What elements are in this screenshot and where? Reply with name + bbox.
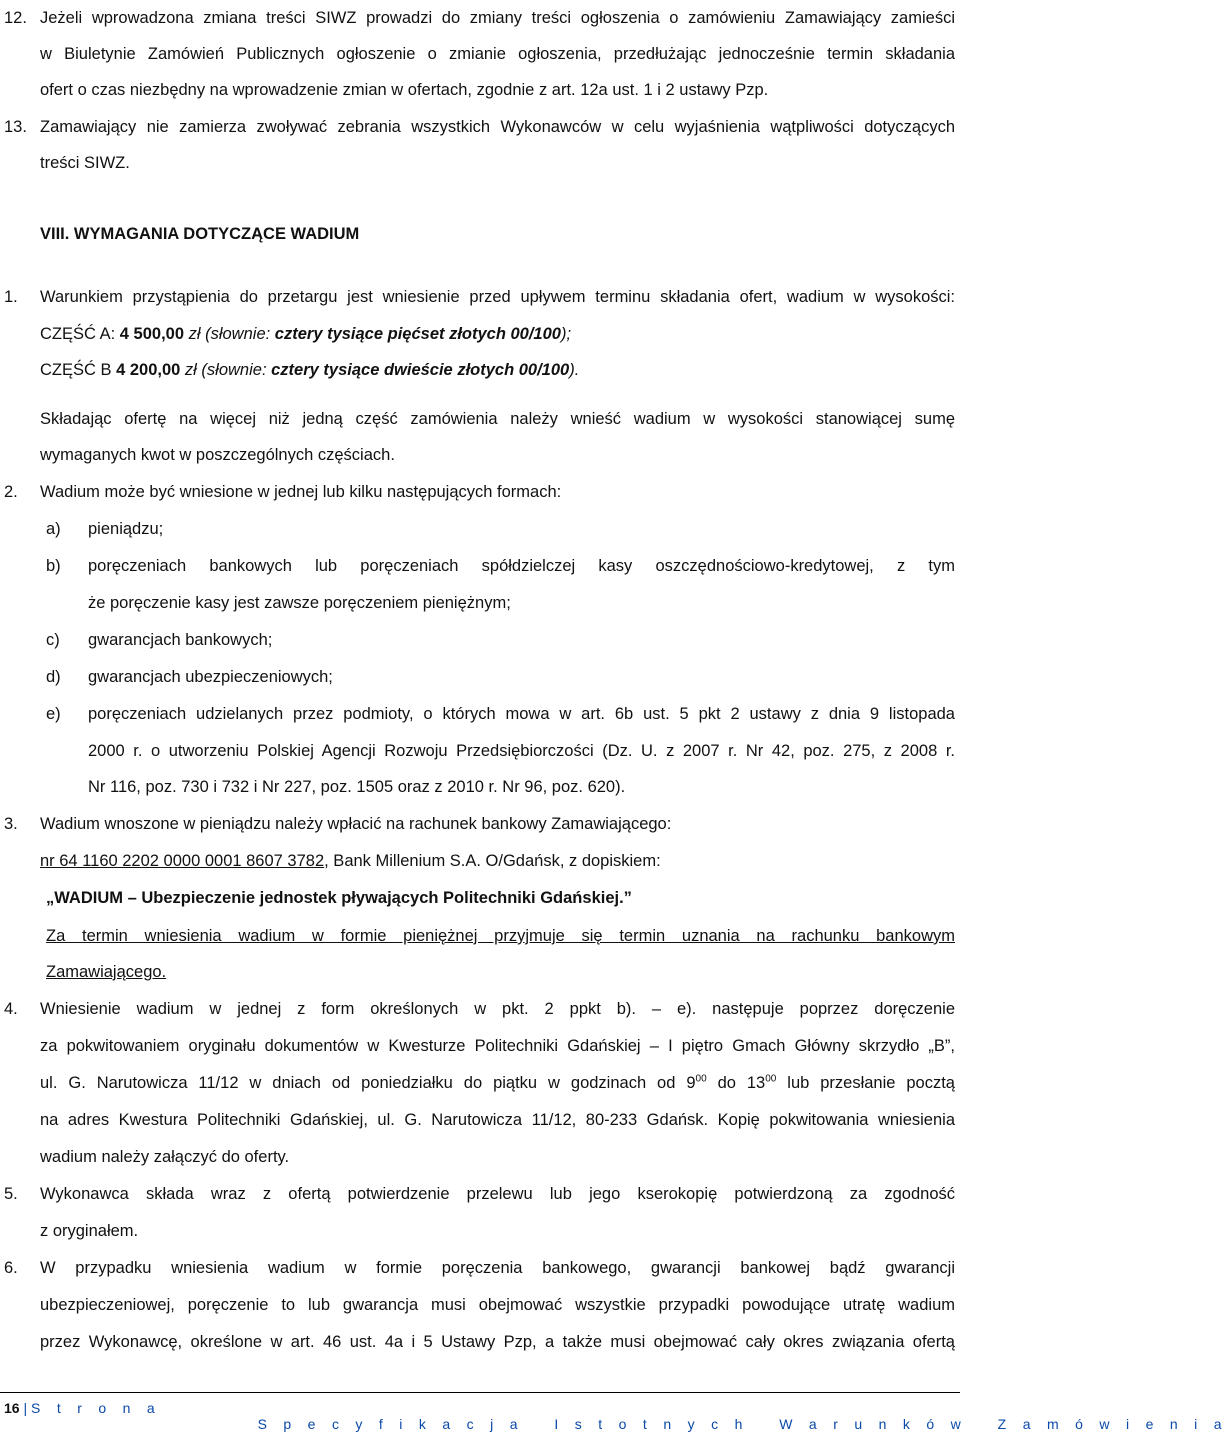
wadium-6-line-1: W przypadku wniesienia wadium w formie poręczenia bankowego, gwarancji bankowej bądź gwarancji <box>40 1259 955 1277</box>
bank-account-line: nr 64 1160 2202 0000 0001 8607 3782, Bank Millenium S.A. O/Gdańsk, z dopiskiem: <box>40 852 661 870</box>
bank-account-number: nr 64 1160 2202 0000 0001 8607 3782 <box>40 852 325 870</box>
item-13-number: 13. <box>4 118 27 136</box>
page-number: 16 <box>4 1400 20 1416</box>
wadium-5-number: 5. <box>4 1185 18 1203</box>
footer-page-word: S t r o n a <box>31 1400 161 1416</box>
wadium-6-line-3: przez Wykonawcę, określone w art. 46 ust. 4a i 5 Ustawy Pzp, a także musi obejmować cały okres związania ofertą <box>40 1333 955 1351</box>
footer-separator: | <box>23 1400 28 1416</box>
wadium-5-line-1: Wykonawca składa wraz z ofertą potwierdzenie przelewu lub jego kserokopię potwierdzoną za zgodność <box>40 1185 955 1203</box>
wadium-1-note-line-1: Składając ofertę na więcej niż jedną część zamówienia należy wnieść wadium w wysokości stanowiącej sumę <box>40 410 955 428</box>
section-heading: VIII. WYMAGANIA DOTYCZĄCE WADIUM <box>40 225 360 243</box>
form-e-line-2: 2000 r. o utworzeniu Polskiej Agencji Rozwoju Przedsiębiorczości (Dz. U. z 2007 r. Nr 42, poz. 275, z 2008 r. <box>88 742 955 760</box>
form-e-label: e) <box>46 705 61 723</box>
wadium-2-intro: Wadium może być wniesione w jednej lub kilku następujących formach: <box>40 483 562 501</box>
item-12-line-3: ofert o czas niezbędny na wprowadzenie zmian w ofertach, zgodnie z art. 12a ust. 1 i 2 ustawy Pzp. <box>40 81 769 99</box>
wadium-3-line-1: Wadium wnoszone w pieniądzu należy wpłacić na rachunek bankowy Zamawiającego: <box>40 815 672 833</box>
wadium-6-number: 6. <box>4 1259 18 1277</box>
item-12-line-2: w Biuletynie Zamówień Publicznych ogłoszenie o zmianie ogłoszenia, przedłużając jednocześnie termin składania <box>40 45 955 63</box>
wadium-1-number: 1. <box>4 288 18 306</box>
wadium-4-line-4: na adres Kwestura Politechniki Gdańskiej, ul. G. Narutowicza 11/12, 80-233 Gdańsk. Kopię pokwitowania wniesienia <box>40 1111 955 1129</box>
wadium-4-number: 4. <box>4 1000 18 1018</box>
item-12-line-1: Jeżeli wprowadzona zmiana treści SIWZ prowadzi do zmiany treści ogłoszenia o zamówieniu Zamawiający zamieści <box>40 9 955 27</box>
form-b-label: b) <box>46 557 61 575</box>
payment-term-line-1: Za termin wniesienia wadium w formie pieniężnej przyjmuje się termin uznania na rachunku bankowym <box>46 927 955 945</box>
wadium-5-line-2: z oryginałem. <box>40 1222 139 1240</box>
wadium-2-number: 2. <box>4 483 18 501</box>
wadium-4-line-3-full: ul. G. Narutowicza 11/12 w dniach od poniedziałku do piątku w godzinach od $9^{00}$ do $13^{00}$ lub przesłanie pocztą <box>40 1073 955 1092</box>
item-12-number: 12. <box>4 9 27 27</box>
form-d-label: d) <box>46 668 61 686</box>
wadium-3-number: 3. <box>4 815 18 833</box>
form-a-text: pieniądzu; <box>88 520 164 538</box>
footer-rule <box>0 1392 960 1393</box>
item-13-line-1: Zamawiający nie zamierza zwoływać zebrania wszystkich Wykonawców w celu wyjaśnienia wątpliwości dotyczących <box>40 118 955 136</box>
form-e-line-3: Nr 116, poz. 730 i 732 i Nr 227, poz. 1505 oraz z 2010 r. Nr 96, poz. 620). <box>88 778 626 796</box>
footer-document-title-wrap <box>242 1400 1228 1448</box>
page-footer <box>4 1400 161 1416</box>
wadium-6-line-2: ubezpieczeniowej, poręczenie to lub gwarancja musi obejmować wszystkie przypadki powodujące utratę wadium <box>40 1296 955 1314</box>
form-c-text: gwarancjach bankowych; <box>88 631 273 649</box>
payment-term-line-2: Zamawiającego. <box>46 963 167 981</box>
item-13-line-2: treści SIWZ. <box>40 154 130 172</box>
wadium-4-line-5: wadium należy załączyć do oferty. <box>40 1148 290 1166</box>
form-b-line-2: że poręczenie kasy jest zawsze poręczeniem pieniężnym; <box>88 594 511 612</box>
form-c-label: c) <box>46 631 60 649</box>
form-a-label: a) <box>46 520 61 538</box>
part-a-amount: CZĘŚĆ A: 4 500,00 zł (słownie: cztery tysiące pięćset złotych 00/100); <box>40 325 572 343</box>
part-b-amount: CZĘŚĆ B 4 200,00 zł (słownie: cztery tysiące dwieście złotych 00/100). <box>40 361 580 379</box>
footer-document-title: S p e c y f i k a c j a I s t o t n y c h W a r u n k ó w Z a m ó w i e n i a <box>257 1416 1228 1432</box>
wadium-1-line-1: Warunkiem przystąpienia do przetargu jest wniesienie przed upływem terminu składania ofert, wadium w wysokości: <box>40 288 955 306</box>
transfer-title: „WADIUM – Ubezpieczenie jednostek pływających Politechniki Gdańskiej.” <box>46 889 632 907</box>
wadium-4-line-1: Wniesienie wadium w jednej z form określonych w pkt. 2 ppkt b). – e). następuje poprzez doręczenie <box>40 1000 955 1018</box>
wadium-1-note-line-2: wymaganych kwot w poszczególnych częściach. <box>40 446 395 464</box>
form-e-line-1: poręczeniach udzielanych przez podmioty, o których mowa w art. 6b ust. 5 pkt 2 ustawy z dnia 9 listopada <box>88 705 955 723</box>
form-b-line-1: poręczeniach bankowych lub poręczeniach spółdzielczej kasy oszczędnościowo-kredytowej, z tym <box>88 557 955 575</box>
form-d-text: gwarancjach ubezpieczeniowych; <box>88 668 333 686</box>
wadium-4-line-2: za pokwitowaniem oryginału dokumentów w Kwesturze Politechniki Gdańskiej – I piętro Gmach Główny skrzydło „B”, <box>40 1037 955 1055</box>
